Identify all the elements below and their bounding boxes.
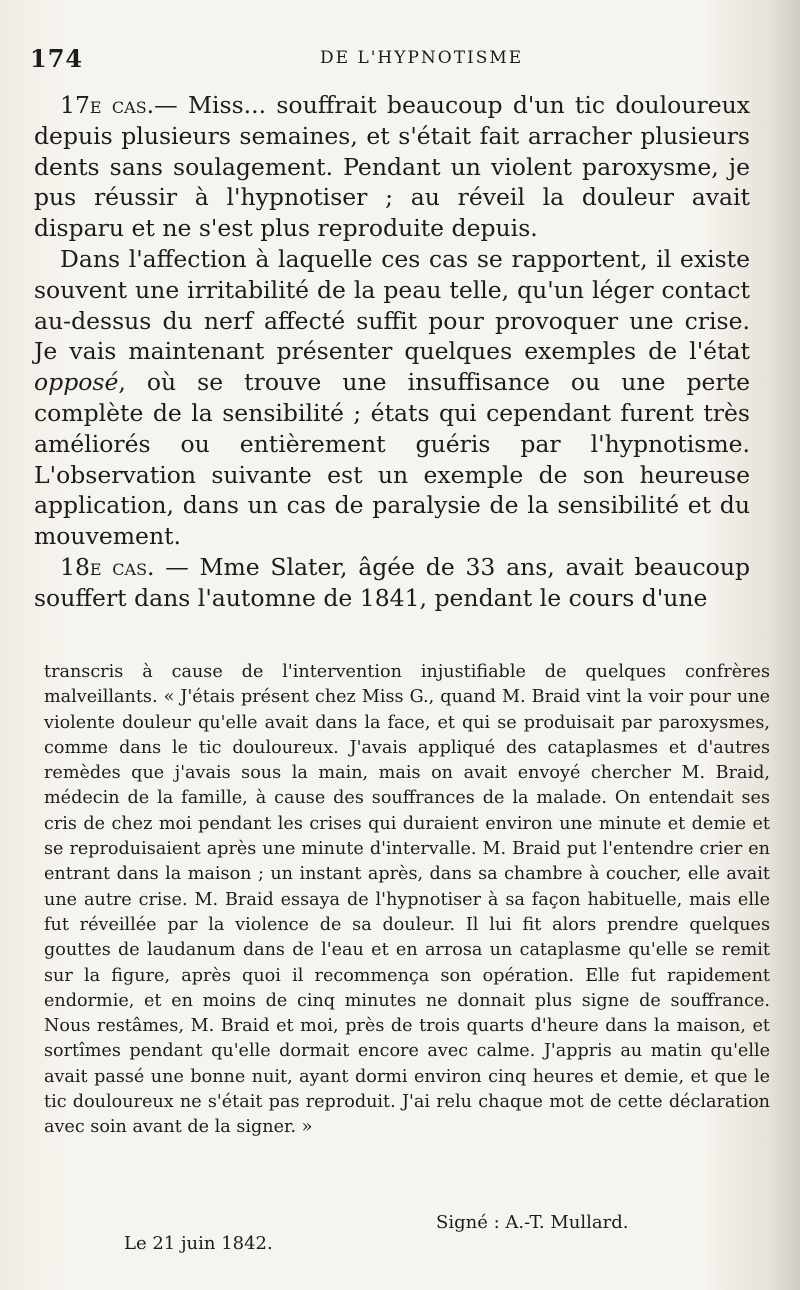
italic-word: opposé xyxy=(34,368,119,397)
paragraph-text: — Mme Slater, âgée de 33 ans, avait beaucoup souffert dans l'automne de 1841, pendant le cours d'une xyxy=(34,552,751,612)
date-line: Le 21 juin 1842. xyxy=(124,1233,273,1254)
footnote-text: transcris à cause de l'intervention injustifiable de quelques confrères malveillants. « J'étais présent chez Miss G., quand M. Braid vint la voir pour une violente douleur qu'elle avait dans la face, et qui se produisait par paroxysmes, comme dans le tic douloureux. J'avais appliqué des cataplasmes et d'autres remèdes que j'avais sous la main, mais on avait envoyé chercher M. Braid, médecin de la famille, à cause des souffrances de la malade. On entendait ses cris de chez moi pendant les crises qui duraient environ une minute et demie et se reproduisaient après une minute d'intervalle. M. Braid put l'entendre crier en entrant dans la maison ; un instant après, dans sa chambre à coucher, elle avait une autre crise. M. Braid essaya de l'hypnotiser à sa façon habituelle, mais elle fut réveillée par la violence de sa douleur. Il lui fit alors prendre quelques gouttes de laudanum dans de l'eau et en arrosa un cataplasme qu'elle se remit sur la figure, après quoi il recommença son opération. Elle fut rapidement endormie, et en moins de cinq minutes ne donnait plus signe de souffrance. Nous restâmes, M. Braid et moi, près de trois quarts d'heure dans la maison, et sortîmes pendant qu'elle dormait encore avec calme. J'appris au matin qu'elle avait passé une bonne nuit, ayant dormi environ cinq heures et demie, et que le tic douloureux ne s'était pas reproduit. J'ai relu chaque mot de cette déclaration avec soin avant de la signer. » xyxy=(44,662,770,1138)
paragraph-text: — Miss... souffrait beaucoup d'un tic douloureux depuis plusieurs semaines, et s'était fait arracher plusieurs dents sans soulagement. Pendant un violent paroxysme, je pus réussir à l'hypnotiser ; au réveil la douleur avait disparu et ne s'est plus reproduite depuis. xyxy=(34,91,750,243)
paragraph-case-18 xyxy=(34,552,750,614)
page-header xyxy=(30,44,750,74)
case-number: 18e cas. xyxy=(60,552,155,581)
paragraph-case-17 xyxy=(34,90,750,244)
main-text xyxy=(34,90,750,614)
footnote xyxy=(44,660,770,1141)
page-number: 174 xyxy=(30,44,84,73)
paragraph-text: Dans l'affection à laquelle ces cas se rapportent, il existe souvent une irritabilité de la peau telle, qu'un léger contact au-dessus du nerf affecté suffit pour provoquer une crise. Je vais maintenant présenter quelques exemples de l'état xyxy=(34,244,750,366)
signature: Signé : A.-T. Mullard. xyxy=(436,1212,629,1233)
running-head: DE L'HYPNOTISME xyxy=(320,48,524,68)
paragraph-text: , où se trouve une insuffisance ou une perte complète de la sensibilité ; états qui cependant furent très améliorés ou entièrement guéris par l'hypnotisme. L'observation suivante est un exemple de son heureuse application, dans un cas de paralysie de la sensibilité et du mouvement. xyxy=(34,368,750,551)
case-number: 17e cas. xyxy=(60,91,155,119)
paragraph-affection xyxy=(34,244,750,552)
